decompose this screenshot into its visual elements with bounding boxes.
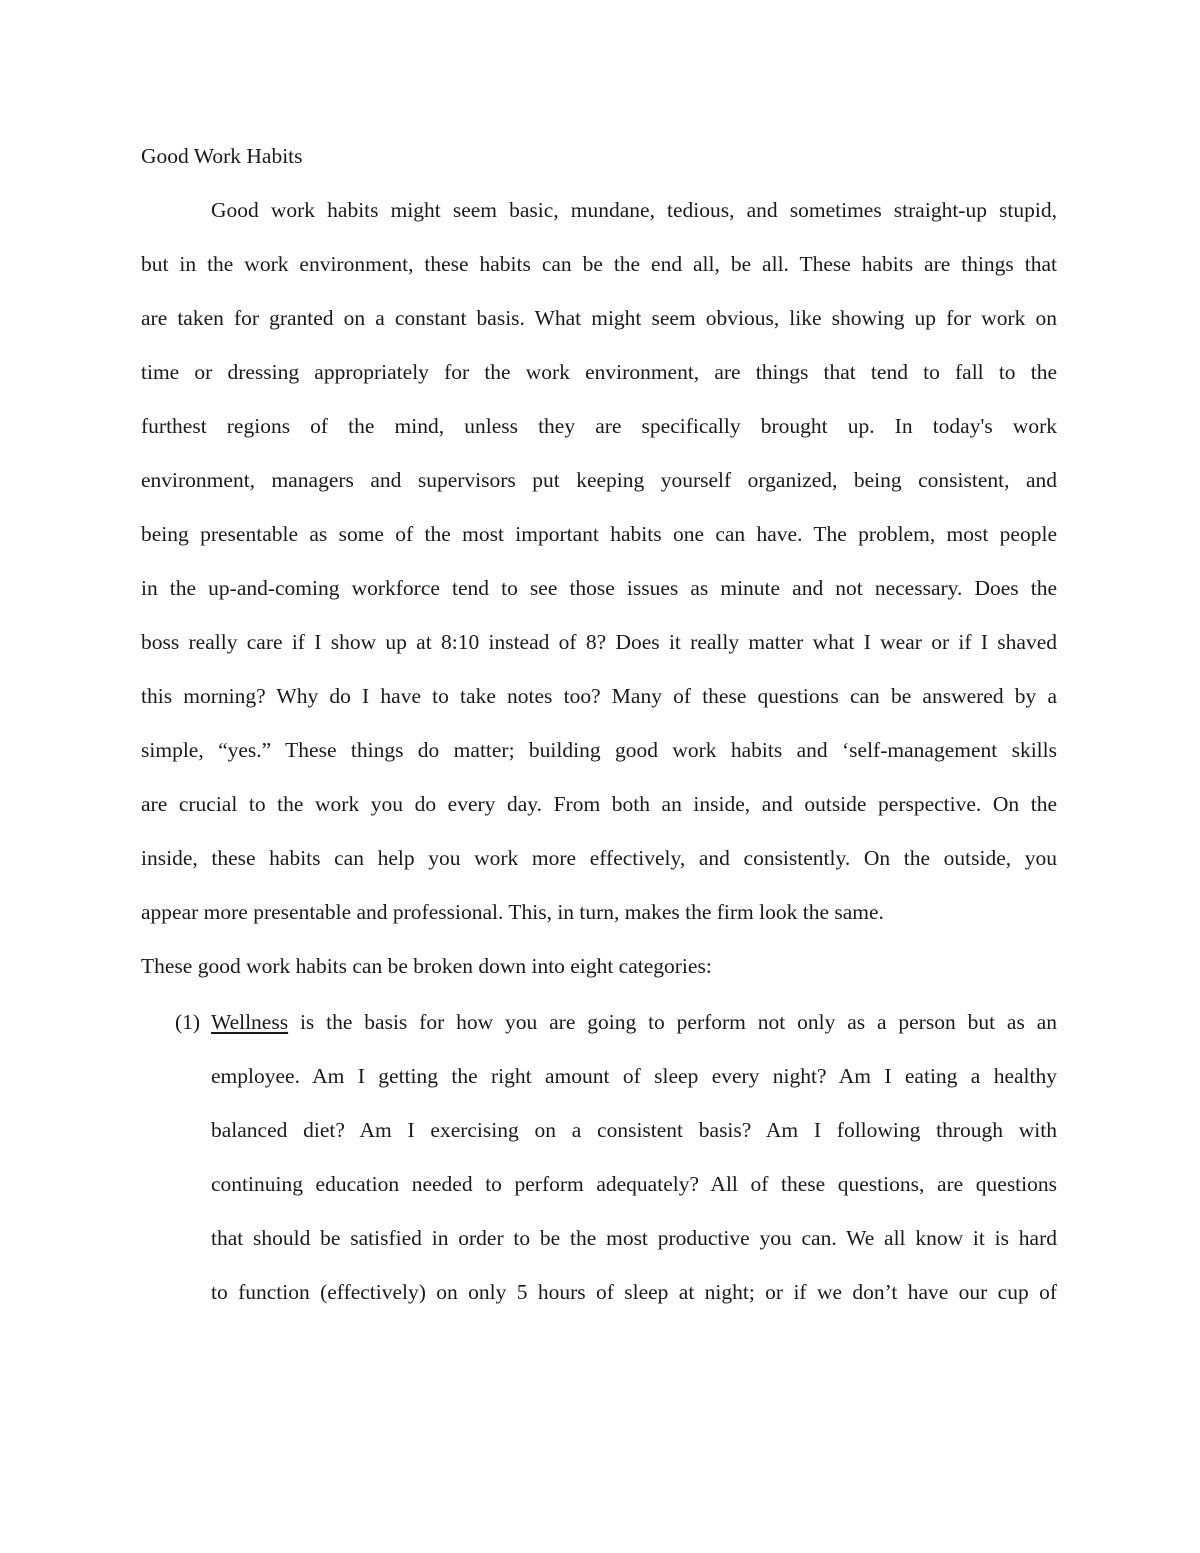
list-item-number: (1) [175, 1010, 201, 1034]
list-item-text: is the basis for how you are going to perform not only as a person but as an [288, 1010, 1057, 1034]
list-item-term: Wellness [211, 1010, 289, 1034]
paragraph-line: inside, these habits can help you work more effectively, and consistently. On the outside, you [141, 846, 1057, 870]
paragraph-line: are crucial to the work you do every day. From both an inside, and outside perspective. On the [141, 792, 1057, 816]
list-item-line: to function (effectively) on only 5 hours of sleep at night; or if we don’t have our cup of [211, 1280, 1057, 1304]
paragraph-line: in the up-and-coming workforce tend to see those issues as minute and not necessary. Does the [141, 576, 1057, 600]
paragraph-line: appear more presentable and professional. This, in turn, makes the firm look the same. [141, 900, 884, 924]
paragraph-line: are taken for granted on a constant basis. What might seem obvious, like showing up for work on [141, 306, 1057, 330]
paragraph-line: but in the work environment, these habits can be the end all, be all. These habits are things that [141, 252, 1057, 276]
list-item-line: balanced diet? Am I exercising on a consistent basis? Am I following through with [211, 1118, 1057, 1142]
list-item-line: that should be satisfied in order to be the most productive you can. We all know it is hard [211, 1226, 1057, 1250]
paragraph-line: this morning? Why do I have to take notes too? Many of these questions can be answered by a [141, 684, 1057, 708]
paragraph-line: boss really care if I show up at 8:10 instead of 8? Does it really matter what I wear or if I shaved [141, 630, 1057, 654]
paragraph-line: furthest regions of the mind, unless they are specifically brought up. In today's work [141, 414, 1057, 438]
list-item-line: continuing education needed to perform adequately? All of these questions, are questions [211, 1172, 1057, 1196]
list-item-line: employee. Am I getting the right amount of sleep every night? Am I eating a healthy [211, 1064, 1057, 1088]
paragraph-line: time or dressing appropriately for the work environment, are things that tend to fall to the [141, 360, 1057, 384]
list-item-first-line [211, 1009, 1057, 1035]
paragraph-line: simple, “yes.” These things do matter; building good work habits and ‘self-management skills [141, 738, 1057, 762]
document-title: Good Work Habits [141, 144, 303, 168]
paragraph-line: environment, managers and supervisors put keeping yourself organized, being consistent, and [141, 468, 1057, 492]
paragraph-line: Good work habits might seem basic, mundane, tedious, and sometimes straight-up stupid, [211, 198, 1057, 222]
paragraph-line: being presentable as some of the most important habits one can have. The problem, most people [141, 522, 1057, 546]
list-intro: These good work habits can be broken down into eight categories: [141, 954, 712, 978]
